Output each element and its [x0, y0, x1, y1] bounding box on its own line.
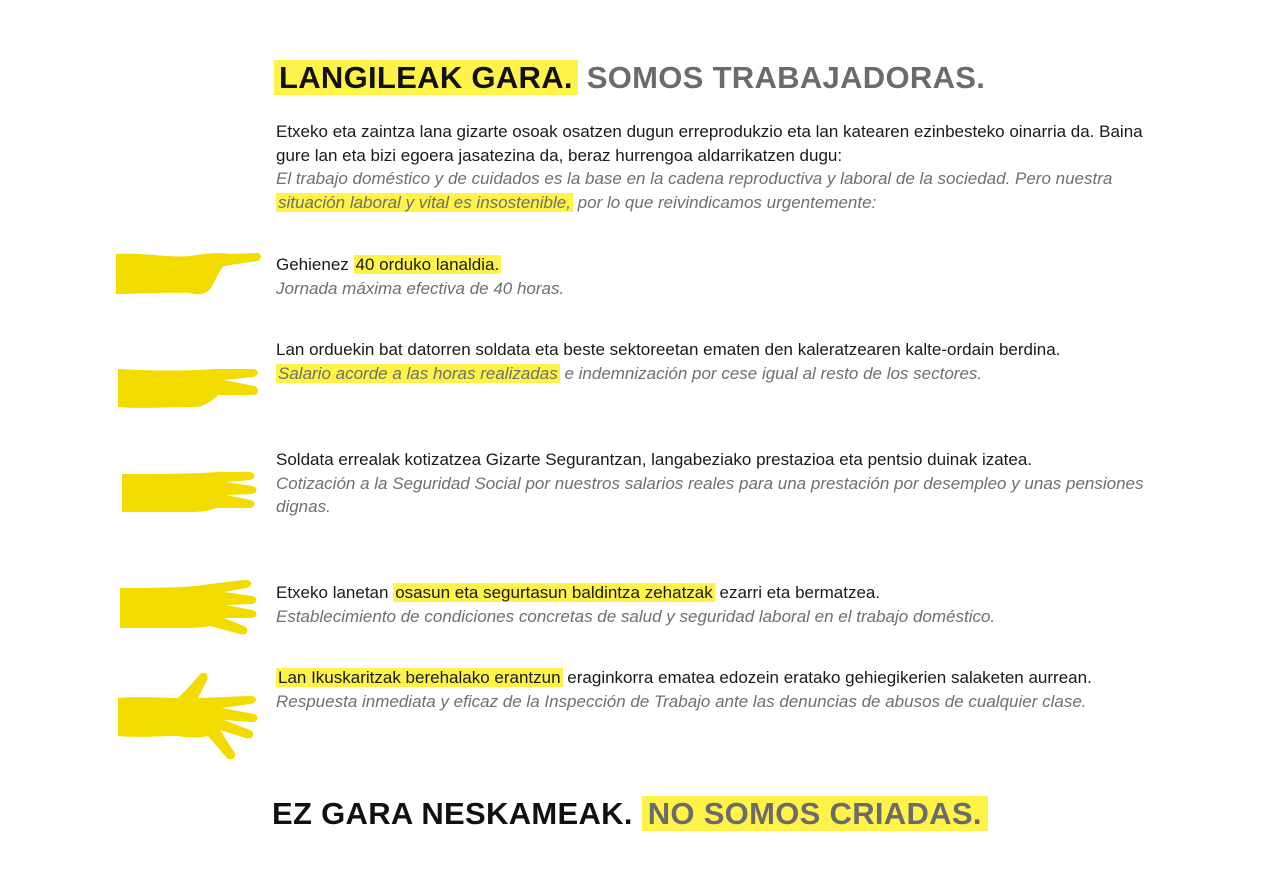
demand-1-basque-text: Gehienez	[276, 255, 349, 274]
demand-5-basque	[276, 666, 1156, 690]
intro-spanish-highlight: situación laboral y vital es insostenible,	[278, 192, 571, 212]
glove-four-fingers-icon	[112, 576, 262, 642]
demand-2-spanish	[276, 362, 1156, 386]
demand-item-3	[276, 448, 1156, 519]
intro-paragraph	[276, 120, 1166, 214]
footer-slogan	[272, 796, 988, 832]
demand-item-5	[276, 666, 1156, 713]
slogan-basque: EZ GARA NESKAMEAK.	[272, 796, 633, 831]
demand-4-spanish: Establecimiento de condiciones concretas de salud y seguridad laboral en el trabajo doméstico.	[276, 606, 996, 626]
demand-2-spanish-highlight: Salario acorde a las horas realizadas	[278, 363, 558, 383]
intro-spanish-text: El trabajo doméstico y de cuidados es la base en la cadena reproductiva y laboral de la sociedad. Pero nuestra	[276, 169, 1113, 188]
demand-2-spanish-text: e indemnización por cese igual al resto de los sectores.	[564, 363, 983, 383]
title-basque: LANGILEAK GARA.	[274, 60, 578, 95]
demand-item-2	[276, 338, 1156, 385]
demand-item-4	[276, 581, 1156, 628]
demand-5-basque-highlight: Lan Ikuskaritzak berehalako erantzun	[278, 668, 561, 687]
glove-three-fingers-icon	[112, 468, 262, 518]
slogan-spanish: NO SOMOS CRIADAS.	[642, 796, 988, 831]
demand-4-basque-text-end: ezarri eta bermatzea.	[719, 583, 881, 602]
demand-item-1	[276, 253, 1156, 300]
demand-2-basque: Lan orduekin bat datorren soldata eta beste sektoreetan ematen den kaleratzearen kalte-ordain berdina.	[276, 340, 1061, 359]
page-title	[274, 60, 985, 96]
demand-4-basque-text: Etxeko lanetan	[276, 583, 389, 602]
glove-five-fingers-icon	[112, 672, 262, 764]
intro-basque: Etxeko eta zaintza lana gizarte osoak osatzen dugun erreprodukzio eta lan katearen ezinbesteko oinarria da. Baina gure lan eta bizi egoera jasatezina da, beraz hurrengoa aldarrikatzen dugu:	[276, 122, 1143, 165]
demand-1-basque	[276, 253, 1156, 277]
demand-4-basque	[276, 581, 1156, 605]
title-spanish: SOMOS TRABAJADORAS.	[586, 60, 986, 95]
demand-4-basque-highlight: osasun eta segurtasun baldintza zehatzak	[395, 583, 713, 602]
glove-one-finger-icon	[112, 244, 262, 304]
glove-two-fingers-icon	[112, 363, 262, 413]
demand-1-basque-highlight: 40 orduko lanaldia.	[355, 255, 500, 274]
demand-5-basque-text: eraginkorra ematea edozein eratako gehiegikerien salaketen aurrean.	[567, 668, 1092, 687]
demand-3-spanish: Cotización a la Seguridad Social por nuestros salarios reales para una prestación por desempleo y unas pensiones dignas.	[276, 473, 1144, 516]
demand-3-basque: Soldata errealak kotizatzea Gizarte Segurantzan, langabeziako prestazioa eta pentsio duinak izatea.	[276, 450, 1033, 469]
demand-1-spanish: Jornada máxima efectiva de 40 horas.	[276, 278, 565, 298]
intro-spanish-text-end: por lo que reivindicamos urgentemente:	[577, 192, 877, 212]
demand-5-spanish: Respuesta inmediata y eficaz de la Inspección de Trabajo ante las denuncias de abusos de cualquier clase.	[276, 691, 1087, 711]
intro-spanish	[276, 167, 1166, 214]
